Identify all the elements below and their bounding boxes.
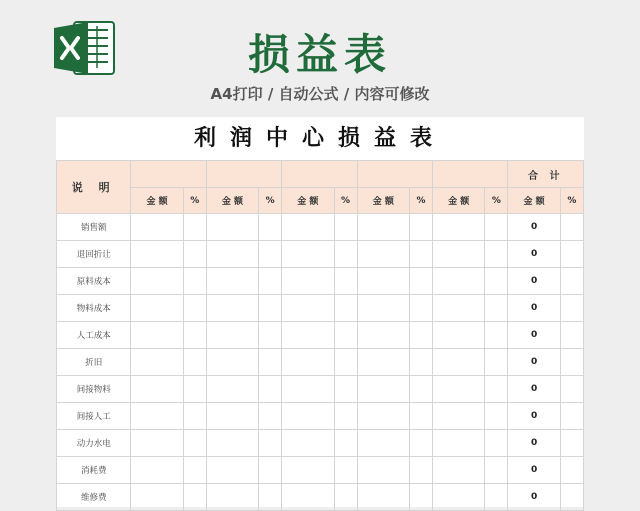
percent-cell[interactable]: [183, 268, 206, 295]
percent-cell[interactable]: [259, 376, 282, 403]
percent-cell[interactable]: [409, 241, 432, 268]
amount-cell[interactable]: [357, 349, 409, 376]
table-row: [57, 295, 584, 322]
percent-cell[interactable]: [485, 268, 508, 295]
row-label-cell[interactable]: 物料成本: [57, 295, 131, 322]
percent-cell[interactable]: [183, 403, 206, 430]
table-row: [57, 322, 584, 349]
row-label-cell[interactable]: 消耗费: [57, 457, 131, 484]
header-cell-group[interactable]: [357, 161, 432, 188]
total-amount-cell[interactable]: 0: [508, 295, 560, 322]
total-percent-cell[interactable]: [560, 457, 583, 484]
amount-cell[interactable]: [131, 430, 183, 457]
amount-cell[interactable]: [282, 322, 334, 349]
percent-cell[interactable]: [485, 484, 508, 511]
percent-cell[interactable]: [485, 376, 508, 403]
amount-cell[interactable]: [433, 241, 485, 268]
total-percent-cell[interactable]: [560, 376, 583, 403]
total-percent-cell[interactable]: [560, 484, 583, 511]
percent-cell[interactable]: [409, 214, 432, 241]
row-label-cell[interactable]: 折旧: [57, 349, 131, 376]
amount-cell[interactable]: [131, 376, 183, 403]
percent-cell[interactable]: [259, 403, 282, 430]
row-label-cell[interactable]: 间接人工: [57, 403, 131, 430]
amount-cell[interactable]: [131, 349, 183, 376]
percent-cell[interactable]: [259, 484, 282, 511]
amount-cell[interactable]: [206, 241, 258, 268]
total-amount-cell[interactable]: 0: [508, 349, 560, 376]
percent-cell[interactable]: [183, 322, 206, 349]
amount-cell[interactable]: [206, 484, 258, 511]
header-cell-group[interactable]: [131, 161, 206, 188]
amount-cell[interactable]: [206, 457, 258, 484]
page-subtitle: A4打印 / 自动公式 / 内容可修改: [210, 85, 430, 103]
amount-cell[interactable]: [206, 349, 258, 376]
header-cell-percent[interactable]: %: [560, 188, 583, 214]
row-label-cell[interactable]: 维修费: [57, 484, 131, 511]
header-cell-description[interactable]: 说 明: [57, 161, 131, 214]
amount-cell[interactable]: [433, 214, 485, 241]
percent-cell[interactable]: [183, 349, 206, 376]
header-cell-percent[interactable]: %: [183, 188, 206, 214]
percent-cell[interactable]: [334, 457, 357, 484]
percent-cell[interactable]: [334, 376, 357, 403]
total-percent-cell[interactable]: [560, 430, 583, 457]
header-cell-percent[interactable]: %: [334, 188, 357, 214]
amount-cell[interactable]: [206, 268, 258, 295]
percent-cell[interactable]: [485, 322, 508, 349]
amount-cell[interactable]: [357, 457, 409, 484]
total-percent-cell[interactable]: [560, 403, 583, 430]
header-cell-amount[interactable]: 金 额: [433, 188, 485, 214]
amount-cell[interactable]: [206, 403, 258, 430]
percent-cell[interactable]: [259, 268, 282, 295]
total-amount-cell[interactable]: 0: [508, 430, 560, 457]
percent-cell[interactable]: [334, 322, 357, 349]
percent-cell[interactable]: [409, 430, 432, 457]
percent-cell[interactable]: [409, 484, 432, 511]
table-row: [57, 241, 584, 268]
header-cell-group[interactable]: [433, 161, 508, 188]
total-amount-cell[interactable]: 0: [508, 484, 560, 511]
total-percent-cell[interactable]: [560, 349, 583, 376]
amount-cell[interactable]: [206, 430, 258, 457]
table-row: [57, 484, 584, 511]
amount-cell[interactable]: [282, 430, 334, 457]
row-label-cell[interactable]: 间接物料: [57, 376, 131, 403]
table-row: [57, 403, 584, 430]
header-cell-group[interactable]: [282, 161, 357, 188]
percent-cell[interactable]: [409, 295, 432, 322]
table-row: [57, 349, 584, 376]
percent-cell[interactable]: [183, 484, 206, 511]
amount-cell[interactable]: [131, 241, 183, 268]
amount-cell[interactable]: [357, 268, 409, 295]
total-amount-cell[interactable]: 0: [508, 376, 560, 403]
percent-cell[interactable]: [334, 430, 357, 457]
amount-cell[interactable]: [131, 214, 183, 241]
amount-cell[interactable]: [282, 349, 334, 376]
table-row: [57, 430, 584, 457]
amount-cell[interactable]: [357, 295, 409, 322]
percent-cell[interactable]: [409, 349, 432, 376]
amount-cell[interactable]: [282, 403, 334, 430]
amount-cell[interactable]: [433, 349, 485, 376]
header-cell-percent[interactable]: %: [259, 188, 282, 214]
percent-cell[interactable]: [259, 322, 282, 349]
amount-cell[interactable]: [282, 457, 334, 484]
amount-cell[interactable]: [357, 403, 409, 430]
amount-cell[interactable]: [433, 295, 485, 322]
percent-cell[interactable]: [409, 322, 432, 349]
header-cell-amount[interactable]: 金 额: [131, 188, 183, 214]
percent-cell[interactable]: [409, 376, 432, 403]
amount-cell[interactable]: [131, 484, 183, 511]
table-row: [57, 214, 584, 241]
amount-cell[interactable]: [357, 322, 409, 349]
percent-cell[interactable]: [334, 403, 357, 430]
amount-cell[interactable]: [206, 376, 258, 403]
percent-cell[interactable]: [183, 241, 206, 268]
percent-cell[interactable]: [334, 484, 357, 511]
percent-cell[interactable]: [485, 349, 508, 376]
amount-cell[interactable]: [433, 403, 485, 430]
total-amount-cell[interactable]: 0: [508, 322, 560, 349]
amount-cell[interactable]: [433, 376, 485, 403]
amount-cell[interactable]: [206, 322, 258, 349]
amount-cell[interactable]: [131, 403, 183, 430]
row-label-cell[interactable]: 退回折让: [57, 241, 131, 268]
row-label-cell[interactable]: 动力水电: [57, 430, 131, 457]
header-cell-group[interactable]: [206, 161, 281, 188]
header-cell-amount[interactable]: 金 额: [508, 188, 560, 214]
percent-cell[interactable]: [259, 349, 282, 376]
percent-cell[interactable]: [485, 295, 508, 322]
amount-cell[interactable]: [433, 430, 485, 457]
amount-cell[interactable]: [131, 322, 183, 349]
percent-cell[interactable]: [485, 241, 508, 268]
percent-cell[interactable]: [183, 295, 206, 322]
amount-cell[interactable]: [357, 214, 409, 241]
percent-cell[interactable]: [409, 268, 432, 295]
percent-cell[interactable]: [259, 457, 282, 484]
percent-cell[interactable]: [183, 457, 206, 484]
percent-cell[interactable]: [334, 349, 357, 376]
header-cell-total[interactable]: 合 计: [508, 161, 584, 188]
amount-cell[interactable]: [282, 295, 334, 322]
percent-cell[interactable]: [183, 214, 206, 241]
amount-cell[interactable]: [357, 484, 409, 511]
amount-cell[interactable]: [282, 376, 334, 403]
total-percent-cell[interactable]: [560, 295, 583, 322]
amount-cell[interactable]: [282, 484, 334, 511]
total-percent-cell[interactable]: [560, 214, 583, 241]
total-amount-cell[interactable]: 0: [508, 268, 560, 295]
amount-cell[interactable]: [433, 484, 485, 511]
amount-cell[interactable]: [131, 457, 183, 484]
amount-cell[interactable]: [433, 268, 485, 295]
percent-cell[interactable]: [334, 241, 357, 268]
percent-cell[interactable]: [183, 376, 206, 403]
percent-cell[interactable]: [485, 457, 508, 484]
percent-cell[interactable]: [259, 241, 282, 268]
total-amount-cell[interactable]: 0: [508, 457, 560, 484]
percent-cell[interactable]: [259, 214, 282, 241]
income-statement-table: [56, 160, 584, 511]
header-cell-amount[interactable]: 金 额: [282, 188, 334, 214]
percent-cell[interactable]: [409, 457, 432, 484]
page-title: 损益表: [247, 30, 392, 79]
percent-cell[interactable]: [334, 214, 357, 241]
sheet-title: 利润中心损益表: [193, 126, 446, 151]
row-label-cell[interactable]: 人工成本: [57, 322, 131, 349]
percent-cell[interactable]: [485, 214, 508, 241]
percent-cell[interactable]: [259, 430, 282, 457]
total-percent-cell[interactable]: [560, 268, 583, 295]
row-label-cell[interactable]: 原料成本: [57, 268, 131, 295]
amount-cell[interactable]: [433, 322, 485, 349]
amount-cell[interactable]: [206, 214, 258, 241]
amount-cell[interactable]: [433, 457, 485, 484]
amount-cell[interactable]: [357, 241, 409, 268]
header-cell-amount[interactable]: 金 额: [357, 188, 409, 214]
percent-cell[interactable]: [485, 403, 508, 430]
table-row: [57, 268, 584, 295]
table-row: [57, 376, 584, 403]
percent-cell[interactable]: [409, 403, 432, 430]
percent-cell[interactable]: [334, 268, 357, 295]
total-amount-cell[interactable]: 0: [508, 241, 560, 268]
total-percent-cell[interactable]: [560, 322, 583, 349]
spreadsheet-sheet: [56, 117, 584, 507]
total-percent-cell[interactable]: [560, 241, 583, 268]
amount-cell[interactable]: [357, 430, 409, 457]
amount-cell[interactable]: [131, 268, 183, 295]
percent-cell[interactable]: [334, 295, 357, 322]
header-cell-amount[interactable]: 金 额: [206, 188, 258, 214]
total-amount-cell[interactable]: 0: [508, 214, 560, 241]
amount-cell[interactable]: [282, 268, 334, 295]
row-label-cell[interactable]: 销售额: [57, 214, 131, 241]
total-amount-cell[interactable]: 0: [508, 403, 560, 430]
table-row: [57, 457, 584, 484]
percent-cell[interactable]: [485, 430, 508, 457]
amount-cell[interactable]: [357, 376, 409, 403]
amount-cell[interactable]: [131, 295, 183, 322]
amount-cell[interactable]: [206, 295, 258, 322]
amount-cell[interactable]: [282, 241, 334, 268]
percent-cell[interactable]: [183, 430, 206, 457]
amount-cell[interactable]: [282, 214, 334, 241]
header-cell-percent[interactable]: %: [485, 188, 508, 214]
header-cell-percent[interactable]: %: [409, 188, 432, 214]
percent-cell[interactable]: [259, 295, 282, 322]
